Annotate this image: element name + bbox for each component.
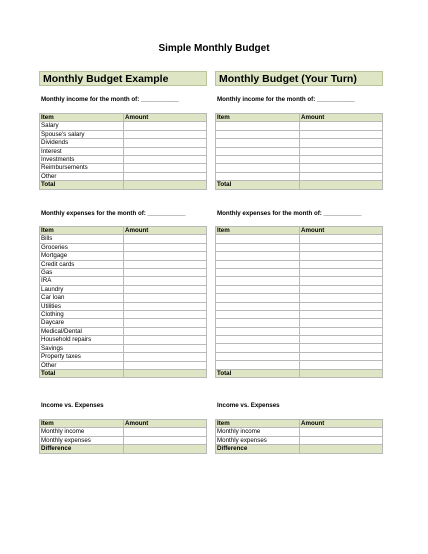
total-label: Total (216, 181, 300, 189)
table-row (40, 147, 207, 155)
item-cell: Bills (40, 235, 124, 243)
item-cell: Monthly income (216, 428, 300, 436)
amount-column-header: Amount (124, 114, 207, 122)
table-row (216, 147, 383, 155)
total-row (40, 369, 207, 377)
table-row (40, 428, 207, 436)
table-row (216, 294, 383, 302)
table-header-row (40, 227, 207, 235)
amount-cell (124, 235, 207, 243)
amount-cell (300, 252, 383, 260)
amount-cell (124, 285, 207, 293)
total-row (40, 181, 207, 189)
item-cell: Salary (40, 122, 124, 130)
item-column-header: Item (216, 114, 300, 122)
income-vs-expenses-label: Income vs. Expenses (217, 402, 280, 409)
item-cell: Monthly expenses (40, 436, 124, 444)
amount-cell (124, 172, 207, 180)
table-row (216, 361, 383, 369)
table-row (40, 277, 207, 285)
expenses-table (215, 226, 383, 378)
item-cell: Credit cards (40, 260, 124, 268)
table-row (216, 122, 383, 130)
item-cell (216, 294, 300, 302)
item-cell: Gas (40, 269, 124, 277)
amount-cell (124, 122, 207, 130)
item-cell (216, 302, 300, 310)
amount-cell (300, 344, 383, 352)
table-row (216, 302, 383, 310)
item-cell: Dividends (40, 139, 124, 147)
table-header-row (40, 114, 207, 122)
amount-cell (300, 243, 383, 251)
item-cell (216, 235, 300, 243)
amount-cell (124, 327, 207, 335)
amount-cell (300, 268, 383, 276)
item-cell: Medical/Dental (40, 327, 124, 335)
amount-cell (124, 164, 207, 172)
item-column-header: Item (216, 420, 300, 428)
table-row (40, 269, 207, 277)
expenses-label: Monthly expenses for the month of: ___________ (41, 210, 186, 217)
item-cell (216, 285, 300, 293)
amount-cell (124, 252, 207, 260)
total-amount-cell (124, 445, 207, 453)
amount-cell (300, 302, 383, 310)
table-row (40, 252, 207, 260)
amount-cell (300, 277, 383, 285)
amount-column-header: Amount (300, 114, 383, 122)
budget-example-column (39, 71, 207, 453)
amount-cell (300, 294, 383, 302)
table-row (216, 243, 383, 251)
item-cell (216, 327, 300, 335)
table-row (40, 311, 207, 319)
amount-cell (124, 260, 207, 268)
amount-cell (124, 353, 207, 361)
total-amount-cell (300, 181, 383, 189)
amount-cell (300, 147, 383, 155)
amount-cell (124, 311, 207, 319)
amount-cell (124, 139, 207, 147)
table-row (40, 327, 207, 335)
item-cell (216, 164, 300, 172)
amount-cell (124, 428, 207, 436)
amount-cell (300, 327, 383, 335)
amount-cell (124, 130, 207, 138)
table-header-row (216, 420, 383, 428)
item-cell: Laundry (40, 285, 124, 293)
item-cell (216, 147, 300, 155)
item-cell (216, 252, 300, 260)
amount-cell (300, 428, 383, 436)
table-row (40, 344, 207, 352)
amount-cell (300, 310, 383, 318)
table-row (216, 164, 383, 172)
item-cell (216, 352, 300, 360)
item-cell: Spouse's salary (40, 130, 124, 138)
total-label: Total (216, 369, 300, 377)
table-row (40, 235, 207, 243)
table-row (216, 310, 383, 318)
item-cell (216, 243, 300, 251)
table-row (40, 336, 207, 344)
item-cell (216, 344, 300, 352)
table-row (40, 130, 207, 138)
item-cell (216, 260, 300, 268)
table-row (40, 285, 207, 293)
item-cell: Property taxes (40, 353, 124, 361)
table-row (216, 260, 383, 268)
item-cell (216, 268, 300, 276)
table-row (216, 436, 383, 444)
table-row (40, 122, 207, 130)
income-label: Monthly income for the month of: ___________ (41, 96, 179, 103)
item-cell (216, 155, 300, 163)
table-row (216, 344, 383, 352)
item-cell (216, 122, 300, 130)
item-cell (216, 361, 300, 369)
item-cell (216, 319, 300, 327)
table-row (40, 139, 207, 147)
amount-column-header: Amount (124, 420, 207, 428)
table-row (216, 235, 383, 243)
income-table (39, 113, 207, 190)
table-row (216, 319, 383, 327)
table-row (216, 336, 383, 344)
amount-cell (124, 156, 207, 164)
amount-cell (124, 436, 207, 444)
table-row (216, 428, 383, 436)
amount-cell (300, 155, 383, 163)
item-cell (216, 130, 300, 138)
table-row (216, 130, 383, 138)
table-row (40, 260, 207, 268)
table-row (216, 277, 383, 285)
amount-cell (300, 319, 383, 327)
item-cell: Mortgage (40, 252, 124, 260)
amount-cell (300, 336, 383, 344)
income-label: Monthly income for the month of: ___________ (217, 96, 355, 103)
item-cell: IRA (40, 277, 124, 285)
income-vs-expenses-table (39, 419, 207, 454)
item-cell: Car loan (40, 294, 124, 302)
item-cell: Clothing (40, 311, 124, 319)
amount-cell (300, 361, 383, 369)
item-cell: Reimbursements (40, 164, 124, 172)
amount-cell (124, 147, 207, 155)
table-row (216, 268, 383, 276)
amount-cell (300, 139, 383, 147)
income-vs-expenses-table (215, 419, 383, 454)
amount-column-header: Amount (124, 227, 207, 235)
amount-cell (300, 164, 383, 172)
table-row (40, 294, 207, 302)
amount-cell (124, 344, 207, 352)
amount-cell (124, 361, 207, 369)
item-cell: Monthly income (40, 428, 124, 436)
table-row (216, 172, 383, 180)
amount-cell (300, 260, 383, 268)
table-row (40, 172, 207, 180)
table-header-row (216, 227, 383, 235)
total-row (216, 445, 383, 453)
table-row (40, 243, 207, 251)
total-row (216, 181, 383, 189)
amount-cell (124, 277, 207, 285)
table-row (216, 252, 383, 260)
total-label: Difference (40, 445, 124, 453)
table-row (40, 164, 207, 172)
table-row (216, 285, 383, 293)
total-label: Difference (216, 445, 300, 453)
amount-cell (124, 302, 207, 310)
total-row (216, 369, 383, 377)
item-cell: Other (40, 361, 124, 369)
item-cell: Utilities (40, 302, 124, 310)
amount-cell (124, 319, 207, 327)
item-cell: Household repairs (40, 336, 124, 344)
table-row (40, 436, 207, 444)
amount-cell (124, 269, 207, 277)
amount-cell (124, 294, 207, 302)
item-column-header: Item (40, 420, 124, 428)
table-row (216, 155, 383, 163)
budget-your-turn-column (215, 71, 383, 453)
page-title: Simple Monthly Budget (158, 43, 270, 54)
table-header-row (40, 420, 207, 428)
item-cell (216, 310, 300, 318)
table-row (216, 352, 383, 360)
item-cell (216, 277, 300, 285)
table-row (40, 156, 207, 164)
item-cell: Interest (40, 147, 124, 155)
amount-cell (300, 436, 383, 444)
amount-cell (300, 285, 383, 293)
item-cell: Other (40, 172, 124, 180)
table-row (216, 327, 383, 335)
table-row (216, 139, 383, 147)
item-column-header: Item (216, 227, 300, 235)
amount-cell (300, 352, 383, 360)
total-amount-cell (300, 369, 383, 377)
total-amount-cell (124, 181, 207, 189)
amount-cell (300, 130, 383, 138)
total-label: Total (40, 369, 124, 377)
expenses-label: Monthly expenses for the month of: ___________ (217, 210, 362, 217)
table-row (40, 361, 207, 369)
table-row (40, 353, 207, 361)
item-cell: Daycare (40, 319, 124, 327)
amount-cell (124, 243, 207, 251)
amount-column-header: Amount (300, 420, 383, 428)
item-cell (216, 139, 300, 147)
total-row (40, 445, 207, 453)
table-row (40, 319, 207, 327)
total-amount-cell (124, 369, 207, 377)
item-cell: Groceries (40, 243, 124, 251)
item-cell (216, 336, 300, 344)
item-column-header: Item (40, 227, 124, 235)
section-heading: Monthly Budget Example (39, 71, 207, 86)
total-amount-cell (300, 445, 383, 453)
item-cell: Monthly expenses (216, 436, 300, 444)
item-cell: Investments (40, 156, 124, 164)
section-heading: Monthly Budget (Your Turn) (215, 71, 383, 86)
amount-column-header: Amount (300, 227, 383, 235)
table-row (40, 302, 207, 310)
item-column-header: Item (40, 114, 124, 122)
amount-cell (124, 336, 207, 344)
amount-cell (300, 122, 383, 130)
item-cell: Savings (40, 344, 124, 352)
expenses-table (39, 226, 207, 378)
amount-cell (300, 235, 383, 243)
total-label: Total (40, 181, 124, 189)
income-vs-expenses-label: Income vs. Expenses (41, 402, 104, 409)
income-table (215, 113, 383, 190)
table-header-row (216, 114, 383, 122)
item-cell (216, 172, 300, 180)
amount-cell (300, 172, 383, 180)
